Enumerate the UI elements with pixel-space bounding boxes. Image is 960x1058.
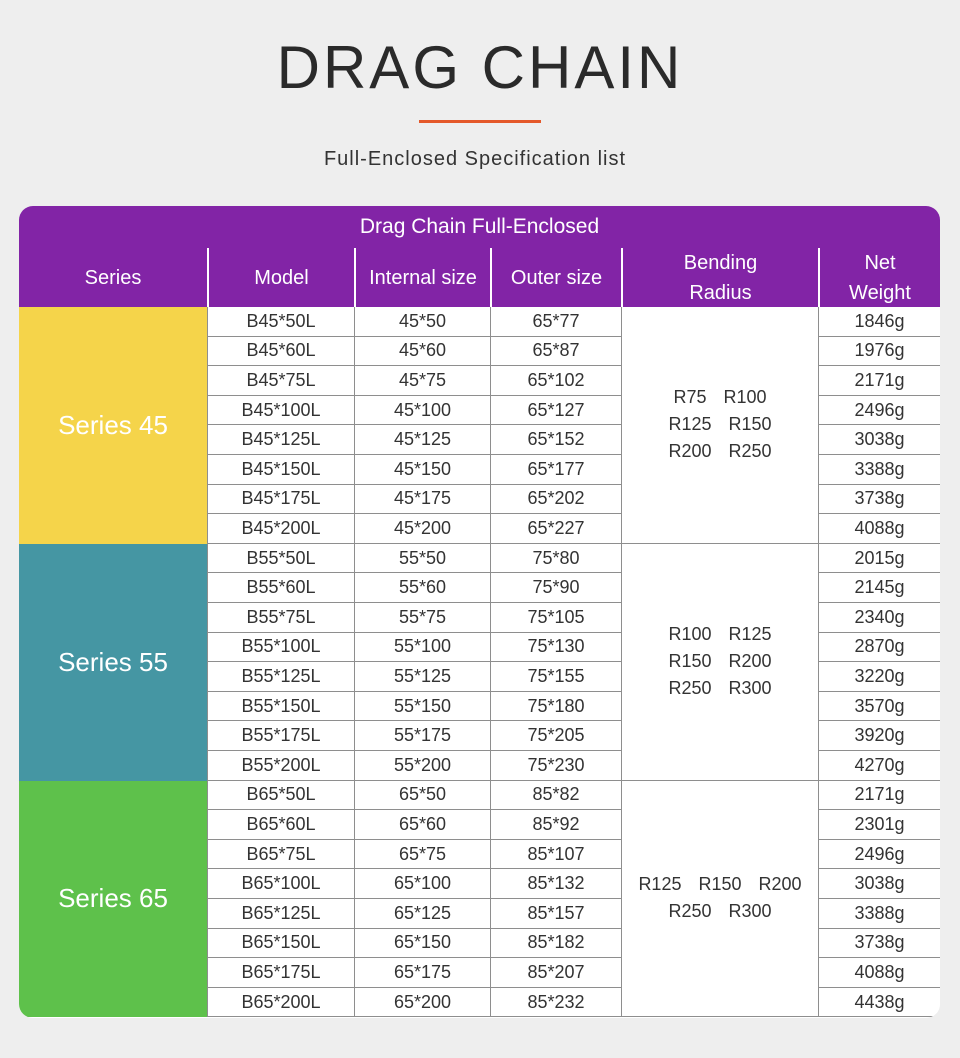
outer-size-cell: 75*90 bbox=[490, 573, 621, 603]
internal-size-cell: 65*50 bbox=[354, 781, 490, 811]
internal-size-cell: 55*60 bbox=[354, 573, 490, 603]
model-cell: B55*150L bbox=[207, 692, 354, 722]
internal-size-cell: 65*150 bbox=[354, 929, 490, 959]
net-weight-cell: 3920g bbox=[818, 721, 940, 751]
model-cell: B55*100L bbox=[207, 633, 354, 663]
internal-size-cell: 45*150 bbox=[354, 455, 490, 485]
model-cell: B65*175L bbox=[207, 958, 354, 988]
model-cell: B45*150L bbox=[207, 455, 354, 485]
outer-size-cell: 85*92 bbox=[490, 810, 621, 840]
internal-size-cell: 55*175 bbox=[354, 721, 490, 751]
page-title: DRAG CHAIN bbox=[276, 34, 684, 101]
net-weight-cell: 2340g bbox=[818, 603, 940, 633]
outer-size-cell: 65*177 bbox=[490, 455, 621, 485]
model-cell: B55*50L bbox=[207, 544, 354, 574]
model-cell: B45*100L bbox=[207, 396, 354, 426]
net-weight-cell: 4438g bbox=[818, 988, 940, 1018]
model-cell: B45*60L bbox=[207, 337, 354, 367]
internal-size-cell: 65*125 bbox=[354, 899, 490, 929]
outer-size-cell: 65*87 bbox=[490, 337, 621, 367]
internal-size-cell: 55*50 bbox=[354, 544, 490, 574]
page-subtitle: Full-Enclosed Specification list bbox=[323, 148, 627, 170]
net-weight-cell: 2145g bbox=[818, 573, 940, 603]
bending-radius-line: R250 R300 bbox=[668, 901, 772, 922]
series-label: Series 45 bbox=[19, 307, 207, 544]
bending-radius-line: R125 R150 bbox=[668, 414, 772, 435]
outer-size-cell: 85*207 bbox=[490, 958, 621, 988]
net-weight-cell: 3388g bbox=[818, 455, 940, 485]
outer-size-cell: 85*157 bbox=[490, 899, 621, 929]
internal-size-cell: 65*200 bbox=[354, 988, 490, 1018]
model-cell: B65*150L bbox=[207, 929, 354, 959]
bending-radius-cell bbox=[621, 544, 818, 781]
column-header-net-weight: Net Weight bbox=[818, 248, 940, 307]
bending-radius-line: R75 R100 bbox=[673, 387, 767, 408]
internal-size-cell: 45*50 bbox=[354, 307, 490, 337]
model-cell: B45*75L bbox=[207, 366, 354, 396]
net-weight-cell: 4270g bbox=[818, 751, 940, 781]
internal-size-cell: 55*200 bbox=[354, 751, 490, 781]
model-cell: B55*60L bbox=[207, 573, 354, 603]
title-divider bbox=[419, 120, 541, 123]
model-cell: B45*175L bbox=[207, 485, 354, 515]
net-weight-cell: 3388g bbox=[818, 899, 940, 929]
bending-radius-cell bbox=[621, 781, 818, 1018]
net-weight-cell: 3570g bbox=[818, 692, 940, 722]
net-weight-cell: 3038g bbox=[818, 869, 940, 899]
model-cell: B65*100L bbox=[207, 869, 354, 899]
outer-size-cell: 65*227 bbox=[490, 514, 621, 544]
net-weight-cell: 4088g bbox=[818, 958, 940, 988]
model-cell: B65*200L bbox=[207, 988, 354, 1018]
bending-radius-line: R100 R125 bbox=[668, 624, 772, 645]
net-weight-cell: 2301g bbox=[818, 810, 940, 840]
net-weight-cell: 3738g bbox=[818, 485, 940, 515]
column-header-series: Series bbox=[19, 248, 207, 307]
outer-size-cell: 75*180 bbox=[490, 692, 621, 722]
model-cell: B45*50L bbox=[207, 307, 354, 337]
outer-size-cell: 75*80 bbox=[490, 544, 621, 574]
model-cell: B45*200L bbox=[207, 514, 354, 544]
model-cell: B55*175L bbox=[207, 721, 354, 751]
model-cell: B65*75L bbox=[207, 840, 354, 870]
net-weight-cell: 2171g bbox=[818, 366, 940, 396]
model-cell: B55*125L bbox=[207, 662, 354, 692]
net-weight-cell: 2870g bbox=[818, 633, 940, 663]
internal-size-cell: 65*100 bbox=[354, 869, 490, 899]
outer-size-cell: 65*102 bbox=[490, 366, 621, 396]
net-weight-cell: 2496g bbox=[818, 396, 940, 426]
internal-size-cell: 55*125 bbox=[354, 662, 490, 692]
bending-radius-line: R125 R150 R200 bbox=[638, 874, 802, 895]
internal-size-cell: 55*150 bbox=[354, 692, 490, 722]
outer-size-cell: 75*130 bbox=[490, 633, 621, 663]
column-header-outer-size: Outer size bbox=[490, 248, 621, 307]
bending-radius-line: R200 R250 bbox=[668, 441, 772, 462]
model-cell: B45*125L bbox=[207, 425, 354, 455]
outer-size-cell: 65*127 bbox=[490, 396, 621, 426]
bending-radius-line: R150 R200 bbox=[668, 651, 772, 672]
net-weight-cell: 1846g bbox=[818, 307, 940, 337]
outer-size-cell: 65*77 bbox=[490, 307, 621, 337]
outer-size-cell: 85*232 bbox=[490, 988, 621, 1018]
outer-size-cell: 75*105 bbox=[490, 603, 621, 633]
net-weight-cell: 1976g bbox=[818, 337, 940, 367]
model-cell: B65*50L bbox=[207, 781, 354, 811]
internal-size-cell: 45*100 bbox=[354, 396, 490, 426]
outer-size-cell: 65*202 bbox=[490, 485, 621, 515]
outer-size-cell: 65*152 bbox=[490, 425, 621, 455]
outer-size-cell: 75*155 bbox=[490, 662, 621, 692]
column-header-bending-radius: Bending Radius bbox=[621, 248, 818, 307]
outer-size-cell: 75*205 bbox=[490, 721, 621, 751]
column-header-model: Model bbox=[207, 248, 354, 307]
internal-size-cell: 65*75 bbox=[354, 840, 490, 870]
model-cell: B65*60L bbox=[207, 810, 354, 840]
net-weight-cell: 2171g bbox=[818, 781, 940, 811]
series-label: Series 65 bbox=[19, 781, 207, 1018]
series-label: Series 55 bbox=[19, 544, 207, 781]
internal-size-cell: 55*75 bbox=[354, 603, 490, 633]
outer-size-cell: 85*107 bbox=[490, 840, 621, 870]
outer-size-cell: 75*230 bbox=[490, 751, 621, 781]
internal-size-cell: 65*175 bbox=[354, 958, 490, 988]
outer-size-cell: 85*82 bbox=[490, 781, 621, 811]
model-cell: B55*75L bbox=[207, 603, 354, 633]
bending-radius-line: R250 R300 bbox=[668, 678, 772, 699]
internal-size-cell: 65*60 bbox=[354, 810, 490, 840]
internal-size-cell: 45*75 bbox=[354, 366, 490, 396]
net-weight-cell: 2496g bbox=[818, 840, 940, 870]
bending-radius-cell bbox=[621, 307, 818, 544]
outer-size-cell: 85*182 bbox=[490, 929, 621, 959]
internal-size-cell: 45*60 bbox=[354, 337, 490, 367]
internal-size-cell: 55*100 bbox=[354, 633, 490, 663]
net-weight-cell: 3738g bbox=[818, 929, 940, 959]
net-weight-cell: 2015g bbox=[818, 544, 940, 574]
model-cell: B65*125L bbox=[207, 899, 354, 929]
net-weight-cell: 3038g bbox=[818, 425, 940, 455]
internal-size-cell: 45*200 bbox=[354, 514, 490, 544]
internal-size-cell: 45*175 bbox=[354, 485, 490, 515]
outer-size-cell: 85*132 bbox=[490, 869, 621, 899]
column-header-internal-size: Internal size bbox=[354, 248, 490, 307]
spec-table bbox=[19, 206, 940, 1018]
table-caption: Drag Chain Full-Enclosed bbox=[19, 206, 940, 248]
model-cell: B55*200L bbox=[207, 751, 354, 781]
net-weight-cell: 4088g bbox=[818, 514, 940, 544]
net-weight-cell: 3220g bbox=[818, 662, 940, 692]
internal-size-cell: 45*125 bbox=[354, 425, 490, 455]
